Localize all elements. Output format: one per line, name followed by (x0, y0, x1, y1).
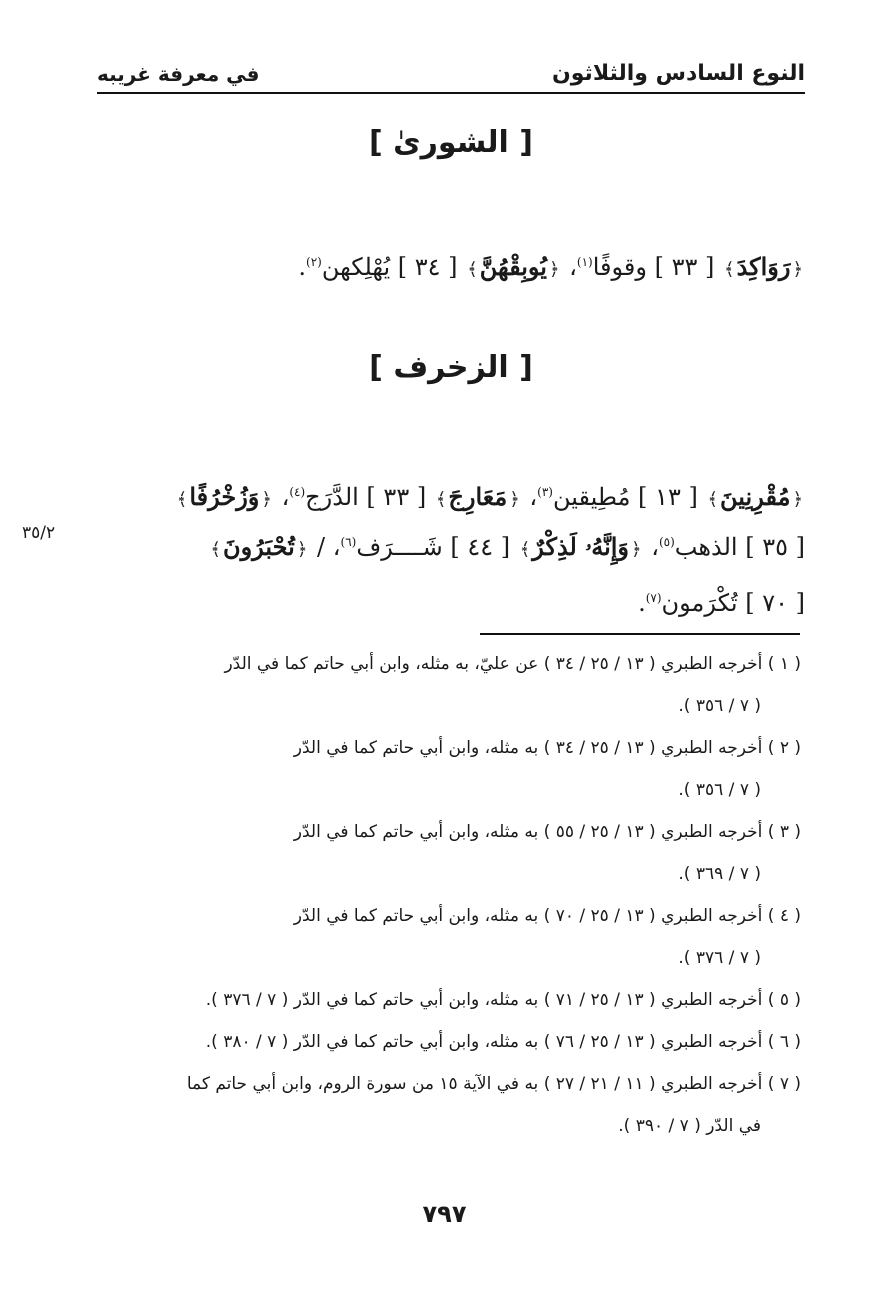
quran-word: مُقْرِنِينَ (720, 482, 791, 511)
separator: ، (281, 483, 290, 511)
zukhruf-gloss-line-2 (40, 520, 805, 572)
ornament-close-icon: ﴾ (707, 489, 719, 510)
quran-word: وَإِنَّهُۥ لَذِكْرٌ (532, 532, 630, 561)
running-header (97, 46, 805, 86)
footnote-ref: (٤) (289, 485, 306, 499)
footnote-1: ( ١ ) أخرجه الطبري ( ١٣ / ٢٥ / ٣٤ ) عن عليّ، به مثله، وابن أبي حاتم كما في الدّر ( ٧ / ٣٥٦ ). (224, 654, 801, 716)
quran-word: يُوبِقْهُنَّ (479, 252, 547, 281)
ornament-open-icon: ﴿ (792, 259, 803, 280)
footnote-rule (480, 633, 800, 635)
surah-title-zukhruf: [ الزخرف ] (369, 350, 533, 385)
quran-word: مَعَارِجَ (448, 482, 508, 511)
quran-word: رَوَاكِدَ (736, 252, 791, 281)
quran-word: تُحْبَرُونَ (222, 532, 295, 561)
footnote-ref: (٦) (340, 535, 357, 549)
surah-title-shura: [ الشورىٰ ] (369, 125, 533, 160)
ornament-open-icon: ﴿ (509, 489, 520, 510)
ornament-close-icon: ﴾ (176, 489, 188, 510)
gloss-text: [ ٣٥ ] الذهب (674, 533, 805, 561)
ornament-close-icon: ﴾ (210, 539, 221, 560)
quran-word: وَزُخْرُفًا (189, 482, 260, 511)
gloss-text: [ ٧٠ ] تُكْرَمون (661, 589, 805, 617)
page-number: ٧٩٧ (422, 1200, 467, 1228)
ornament-open-icon: ﴿ (296, 539, 308, 560)
footnote-ref: (٣) (537, 485, 553, 499)
header-rule (97, 92, 805, 94)
ornament-open-icon: ﴿ (261, 489, 272, 510)
separator: . (638, 589, 646, 617)
separator: ، (569, 253, 577, 281)
footnote-6: ( ٦ ) أخرجه الطبري ( ١٣ / ٢٥ / ٧٦ ) به مثله، وابن أبي حاتم كما في الدّر ( ٧ / ٣٨٠ ). (205, 1032, 801, 1052)
separator: . (298, 253, 307, 281)
footnote-4: ( ٤ ) أخرجه الطبري ( ١٣ / ٢٥ / ٧٠ ) به مثله، وابن أبي حاتم كما في الدّر ( ٧ / ٣٧٦ ). (293, 906, 801, 968)
ornament-open-icon: ﴿ (792, 489, 803, 510)
separator: ، / (317, 533, 341, 561)
ornament-close-icon: ﴾ (724, 259, 735, 280)
gloss-text: [ ٣٣ ] وقوفًا (592, 253, 715, 281)
footnote-2: ( ٢ ) أخرجه الطبري ( ١٣ / ٢٥ / ٣٤ ) به مثله، وابن أبي حاتم كما في الدّر ( ٧ / ٣٥٦ ). (293, 738, 801, 800)
gloss-text: [ ٣٤ ] يُهْلِكهن (321, 253, 458, 281)
gloss-text: [ ١٣ ] مُطِيقين (552, 483, 698, 511)
chapter-heading: النوع السادس والثلاثون (551, 61, 805, 86)
zukhruf-gloss-line-3 (40, 576, 805, 625)
footnotes (90, 643, 801, 1147)
footnote-ref: (٥) (658, 535, 675, 549)
ornament-close-icon: ﴾ (519, 539, 531, 560)
zukhruf-gloss-line-1 (40, 470, 805, 522)
chapter-subheading: في معرفة غريبه (97, 62, 260, 86)
footnote-ref: (١) (576, 255, 593, 269)
footnote-7: ( ٧ ) أخرجه الطبري ( ١١ / ٢١ / ٢٧ ) به في الآية ١٥ من سورة الروم، وابن أبي حاتم كما في الدّر ( ٧ / ٣٩٠ ). (186, 1074, 801, 1136)
footnote-ref: (٢) (306, 255, 322, 269)
gloss-text: [ ٣٣ ] الدَّرَج (305, 483, 427, 511)
footnote-5: ( ٥ ) أخرجه الطبري ( ١٣ / ٢٥ / ٧١ ) به مثله، وابن أبي حاتم كما في الدّر ( ٧ / ٣٧٦ ). (205, 990, 801, 1010)
shura-gloss-line (40, 240, 805, 292)
footnote-3: ( ٣ ) أخرجه الطبري ( ١٣ / ٢٥ / ٥٥ ) به مثله، وابن أبي حاتم كما في الدّر ( ٧ / ٣٦٩ ). (293, 822, 801, 884)
separator: ، (651, 533, 659, 561)
marginal-reference: ٣٥/٢ (22, 523, 56, 543)
ornament-open-icon: ﴿ (548, 259, 560, 280)
ornament-open-icon: ﴿ (631, 539, 642, 560)
separator: ، (529, 483, 538, 511)
ornament-close-icon: ﴾ (467, 259, 478, 280)
gloss-text: [ ٤٤ ] شَــــرَف (356, 533, 511, 561)
footnote-ref: (٧) (645, 591, 662, 605)
ornament-close-icon: ﴾ (435, 489, 447, 510)
